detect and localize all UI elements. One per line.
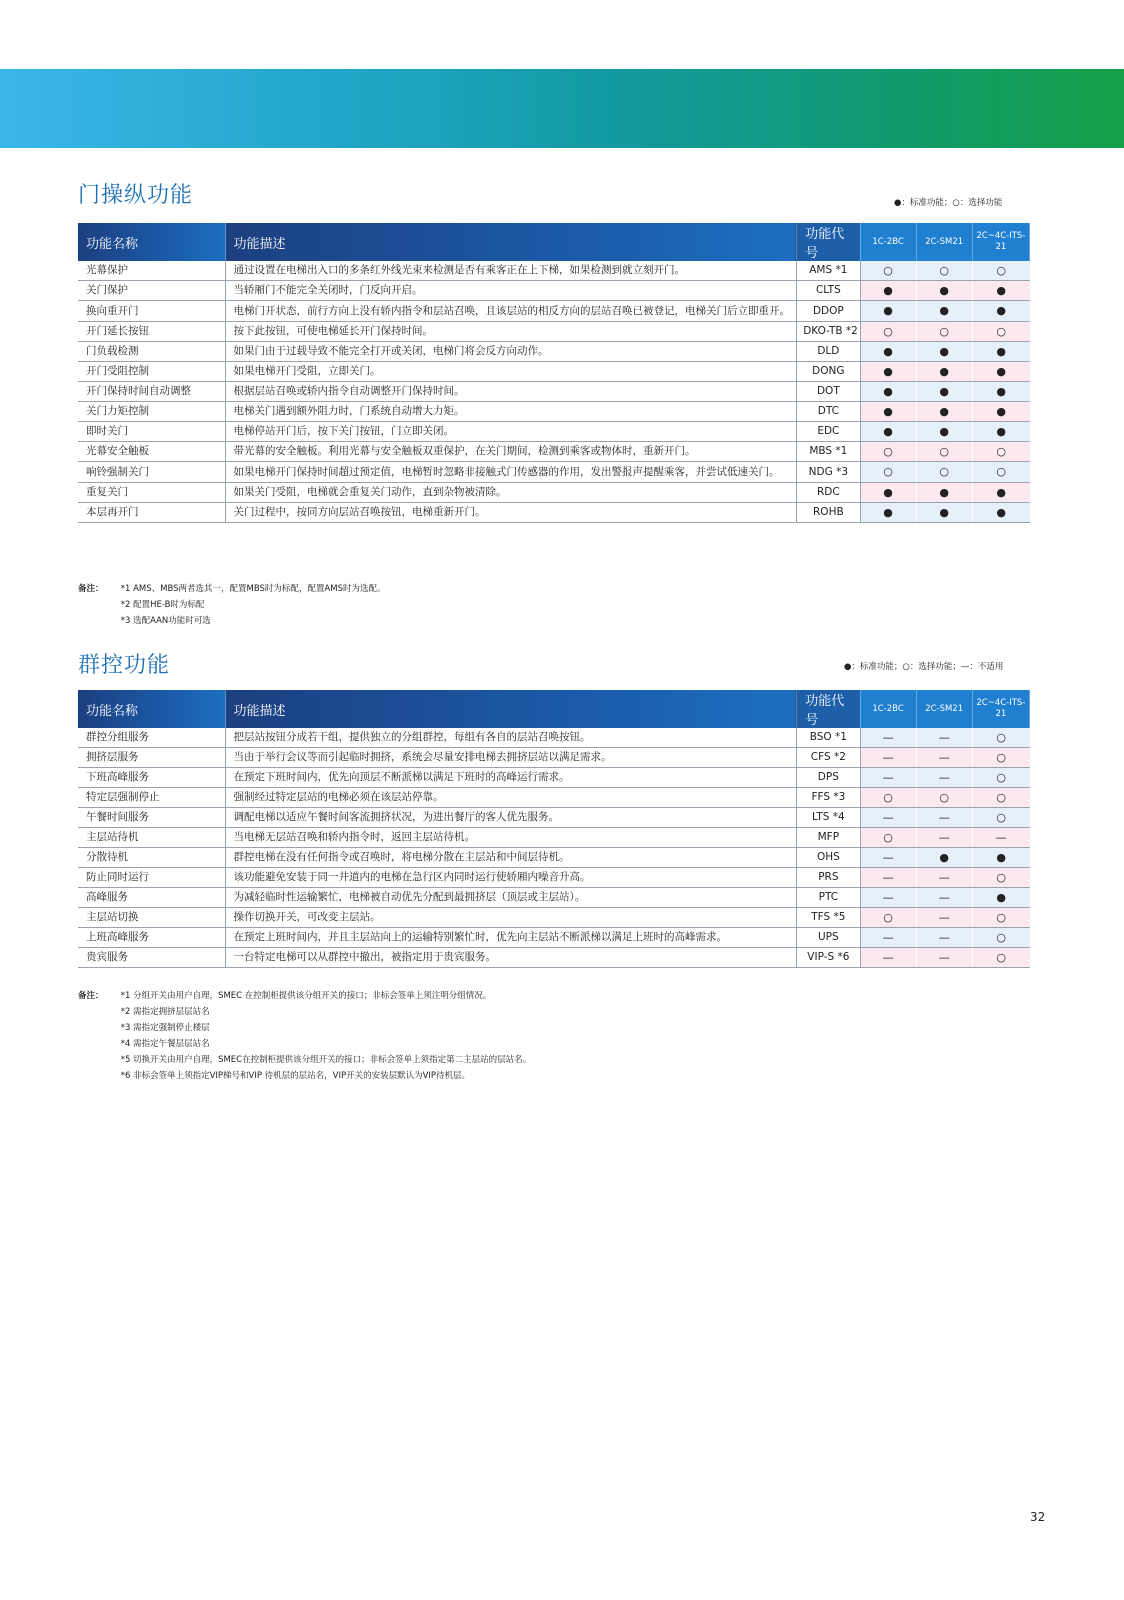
availability-its21: ● xyxy=(972,422,1029,442)
availability-1c2bc: ● xyxy=(860,483,916,503)
function-code: PRS xyxy=(797,868,860,888)
availability-2csm21: — xyxy=(916,888,972,908)
function-description: 电梯关门遇到额外阻力时，门系统自动增大力矩。 xyxy=(225,402,797,422)
header-desc: 功能描述 xyxy=(225,690,797,728)
table-row xyxy=(78,928,1030,948)
function-name: 主层站切换 xyxy=(78,908,225,928)
function-description: 强制经过特定层站的电梯必须在该层站停靠。 xyxy=(225,788,797,808)
function-name: 开门受阻控制 xyxy=(78,362,225,382)
note-item: *3 选配AAN功能时可选 xyxy=(120,616,211,626)
function-name: 换向重开门 xyxy=(78,301,225,322)
table-row xyxy=(78,868,1030,888)
table-row xyxy=(78,483,1030,503)
availability-2csm21: — xyxy=(916,728,972,748)
function-code: DOT xyxy=(797,382,860,402)
function-description: 操作切换开关，可改变主层站。 xyxy=(225,908,797,928)
function-name: 门负载检测 xyxy=(78,342,225,362)
availability-1c2bc: — xyxy=(860,868,916,888)
table-row xyxy=(78,382,1030,402)
function-name: 高峰服务 xyxy=(78,888,225,908)
function-description: 电梯停站开门后，按下关门按钮，门立即关闭。 xyxy=(225,422,797,442)
header-model-1c2bc: 1C-2BC xyxy=(860,223,916,261)
door-function-table xyxy=(78,223,1030,523)
availability-2csm21: — xyxy=(916,908,972,928)
table-row xyxy=(78,301,1030,322)
availability-its21: ○ xyxy=(972,261,1029,281)
availability-2csm21: ● xyxy=(916,301,972,322)
function-code: NDG *3 xyxy=(797,462,860,483)
availability-1c2bc: — xyxy=(860,928,916,948)
function-description: 带光幕的安全触板。利用光幕与安全触板双重保护，在关门期间，检测到乘客或物体时，重新开门。 xyxy=(225,442,797,462)
function-name: 贵宾服务 xyxy=(78,948,225,968)
function-description: 根据层站召唤或轿内指令自动调整开门保持时间。 xyxy=(225,382,797,402)
availability-1c2bc: ○ xyxy=(860,828,916,848)
availability-its21: ● xyxy=(972,402,1029,422)
availability-its21: ● xyxy=(972,281,1029,301)
function-code: FFS *3 xyxy=(797,788,860,808)
availability-2csm21: — xyxy=(916,828,972,848)
function-code: MFP xyxy=(797,828,860,848)
function-description: 群控电梯在没有任何指令或召唤时，将电梯分散在主层站和中间层待机。 xyxy=(225,848,797,868)
availability-1c2bc: ○ xyxy=(860,788,916,808)
function-description: 把层站按钮分成若干组，提供独立的分组群控，每组有各自的层站召唤按钮。 xyxy=(225,728,797,748)
function-description: 当轿厢门不能完全关闭时，门反向开启。 xyxy=(225,281,797,301)
function-name: 开门保持时间自动调整 xyxy=(78,382,225,402)
function-code: AMS *1 xyxy=(797,261,860,281)
availability-1c2bc: — xyxy=(860,768,916,788)
availability-its21: ○ xyxy=(972,768,1029,788)
function-description: 关门过程中，按同方向层站召唤按钮，电梯重新开门。 xyxy=(225,503,797,523)
function-code: DPS xyxy=(797,768,860,788)
function-name: 开门延长按钮 xyxy=(78,322,225,342)
table-row xyxy=(78,768,1030,788)
function-description: 如果关门受阻，电梯就会重复关门动作，直到杂物被清除。 xyxy=(225,483,797,503)
section-title-door: 门操纵功能 xyxy=(78,183,194,208)
availability-its21: ● xyxy=(972,362,1029,382)
availability-its21: ○ xyxy=(972,462,1029,483)
availability-1c2bc: ● xyxy=(860,422,916,442)
function-description: 在预定上班时间内，并且主层站向上的运输特别繁忙时，优先向主层站不断派梯以满足上班时的高峰需求。 xyxy=(225,928,797,948)
availability-its21: ● xyxy=(972,382,1029,402)
function-name: 上班高峰服务 xyxy=(78,928,225,948)
availability-1c2bc: ○ xyxy=(860,462,916,483)
function-description: 如果电梯开门受阻，立即关门。 xyxy=(225,362,797,382)
availability-2csm21: — xyxy=(916,948,972,968)
table-row xyxy=(78,342,1030,362)
note-item: *3 需指定强制停止楼层 xyxy=(120,1023,210,1033)
function-name: 响铃强制关门 xyxy=(78,462,225,483)
function-code: DKO-TB *2 xyxy=(797,322,860,342)
function-description: 为减轻临时性运输繁忙，电梯被自动优先分配到最拥挤层（顶层或主层站）。 xyxy=(225,888,797,908)
availability-1c2bc: ● xyxy=(860,281,916,301)
availability-its21: ● xyxy=(972,301,1029,322)
function-code: ROHB xyxy=(797,503,860,523)
availability-its21: ○ xyxy=(972,948,1029,968)
availability-its21: ○ xyxy=(972,808,1029,828)
availability-1c2bc: — xyxy=(860,888,916,908)
notes-label: 备注： xyxy=(78,584,104,594)
availability-1c2bc: ○ xyxy=(860,908,916,928)
function-code: TFS *5 xyxy=(797,908,860,928)
availability-its21: ○ xyxy=(972,868,1029,888)
availability-1c2bc: ○ xyxy=(860,261,916,281)
availability-2csm21: ● xyxy=(916,342,972,362)
availability-its21: ○ xyxy=(972,322,1029,342)
function-code: DTC xyxy=(797,402,860,422)
header-model-2csm21: 2C-SM21 xyxy=(916,690,972,728)
availability-2csm21: ○ xyxy=(916,322,972,342)
section-title-group: 群控功能 xyxy=(78,653,171,678)
availability-its21: ○ xyxy=(972,728,1029,748)
availability-2csm21: — xyxy=(916,928,972,948)
table-row xyxy=(78,281,1030,301)
function-name: 拥挤层服务 xyxy=(78,748,225,768)
function-name: 本层再开门 xyxy=(78,503,225,523)
availability-2csm21: ○ xyxy=(916,788,972,808)
page-number: 32 xyxy=(1030,1510,1046,1524)
function-name: 分散待机 xyxy=(78,848,225,868)
availability-its21: ○ xyxy=(972,442,1029,462)
availability-its21: ○ xyxy=(972,788,1029,808)
availability-2csm21: ● xyxy=(916,422,972,442)
function-description: 当由于举行会议等而引起临时拥挤，系统会尽量安排电梯去拥挤层站以满足需求。 xyxy=(225,748,797,768)
function-code: MBS *1 xyxy=(797,442,860,462)
note-item: *4 需指定午餐层层站名 xyxy=(120,1039,210,1049)
function-description: 通过设置在电梯出入口的多条红外线光束来检测是否有乘客正在上下梯，如果检测到就立刻开门。 xyxy=(225,261,797,281)
availability-its21: ● xyxy=(972,503,1029,523)
door-notes xyxy=(78,581,385,629)
availability-its21: ● xyxy=(972,888,1029,908)
table-row xyxy=(78,848,1030,868)
function-name: 关门力矩控制 xyxy=(78,402,225,422)
function-code: LTS *4 xyxy=(797,808,860,828)
function-name: 关门保护 xyxy=(78,281,225,301)
function-code: DLD xyxy=(797,342,860,362)
function-description: 调配电梯以适应午餐时间客流拥挤状况，为进出餐厅的客人优先服务。 xyxy=(225,808,797,828)
availability-1c2bc: ● xyxy=(860,382,916,402)
function-name: 光幕保护 xyxy=(78,261,225,281)
function-description: 电梯门开状态，前行方向上没有轿内指令和层站召唤，且该层站的相反方向的层站召唤已被登记，电梯关门后立即重开。 xyxy=(225,301,797,322)
function-description: 一台特定电梯可以从群控中撤出，被指定用于贵宾服务。 xyxy=(225,948,797,968)
header-model-its21: 2C~4C-ITS-21 xyxy=(972,690,1029,728)
header-code: 功能代号 xyxy=(797,690,860,728)
availability-2csm21: ● xyxy=(916,281,972,301)
availability-1c2bc: — xyxy=(860,728,916,748)
note-item: *2 需指定拥挤层层站名 xyxy=(120,1007,210,1017)
function-code: UPS xyxy=(797,928,860,948)
table-row xyxy=(78,462,1030,483)
availability-1c2bc: ● xyxy=(860,503,916,523)
function-name: 下班高峰服务 xyxy=(78,768,225,788)
function-name: 即时关门 xyxy=(78,422,225,442)
availability-2csm21: — xyxy=(916,748,972,768)
function-code: DONG xyxy=(797,362,860,382)
note-item: *1 分组开关由用户自理，SMEC 在控制柜提供该分组开关的接口；非标会签单上须注明分组情况。 xyxy=(120,991,492,1001)
table-row xyxy=(78,402,1030,422)
table-row xyxy=(78,948,1030,968)
availability-2csm21: ○ xyxy=(916,442,972,462)
table-row xyxy=(78,908,1030,928)
availability-its21: ● xyxy=(972,848,1029,868)
table-row xyxy=(78,808,1030,828)
group-table-body xyxy=(78,728,1030,968)
availability-1c2bc: ● xyxy=(860,362,916,382)
function-code: CFS *2 xyxy=(797,748,860,768)
availability-1c2bc: — xyxy=(860,948,916,968)
function-code: RDC xyxy=(797,483,860,503)
function-code: BSO *1 xyxy=(797,728,860,748)
function-description: 在预定下班时间内，优先向顶层不断派梯以满足下班时的高峰运行需求。 xyxy=(225,768,797,788)
table-row xyxy=(78,728,1030,748)
header-model-1c2bc: 1C-2BC xyxy=(860,690,916,728)
header-code: 功能代号 xyxy=(797,223,860,261)
legend-group: ●：标准功能；○：选择功能；—：不适用 xyxy=(844,662,1004,672)
availability-1c2bc: — xyxy=(860,848,916,868)
availability-2csm21: ○ xyxy=(916,462,972,483)
function-name: 午餐时间服务 xyxy=(78,808,225,828)
header-name: 功能名称 xyxy=(78,223,225,261)
availability-2csm21: ● xyxy=(916,402,972,422)
function-description: 当电梯无层站召唤和轿内指令时，返回主层站待机。 xyxy=(225,828,797,848)
function-description: 该功能避免安装于同一井道内的电梯在急行区内同时运行使轿厢内噪音升高。 xyxy=(225,868,797,888)
note-item: *6 非标会签单上须指定VIP梯号和VIP 待机层的层站名，VIP开关的安装层默认为VIP待机层。 xyxy=(120,1071,471,1081)
function-name: 光幕安全触板 xyxy=(78,442,225,462)
function-description: 如果门由于过载导致不能完全打开或关闭，电梯门将会反方向动作。 xyxy=(225,342,797,362)
group-notes-items xyxy=(121,988,531,1084)
function-code: OHS xyxy=(797,848,860,868)
table-row xyxy=(78,503,1030,523)
availability-1c2bc: — xyxy=(860,748,916,768)
function-name: 主层站待机 xyxy=(78,828,225,848)
availability-its21: ○ xyxy=(972,928,1029,948)
table-row xyxy=(78,442,1030,462)
function-code: VIP-S *6 xyxy=(797,948,860,968)
availability-2csm21: — xyxy=(916,868,972,888)
availability-1c2bc: ○ xyxy=(860,322,916,342)
table-row xyxy=(78,362,1030,382)
availability-2csm21: ● xyxy=(916,848,972,868)
group-notes xyxy=(78,988,531,1084)
header-model-its21: 2C~4C-ITS-21 xyxy=(972,223,1029,261)
group-function-table xyxy=(78,690,1030,968)
notes-label: 备注： xyxy=(78,991,104,1001)
availability-1c2bc: ● xyxy=(860,402,916,422)
availability-2csm21: — xyxy=(916,808,972,828)
availability-1c2bc: ○ xyxy=(860,442,916,462)
availability-2csm21: ○ xyxy=(916,261,972,281)
function-description: 按下此按钮，可使电梯延长开门保持时间。 xyxy=(225,322,797,342)
availability-2csm21: ● xyxy=(916,503,972,523)
availability-2csm21: — xyxy=(916,768,972,788)
function-name: 重复关门 xyxy=(78,483,225,503)
function-code: PTC xyxy=(797,888,860,908)
header-desc: 功能描述 xyxy=(225,223,797,261)
function-name: 特定层强制停止 xyxy=(78,788,225,808)
note-item: *5 切换开关由用户自理，SMEC在控制柜提供该分组开关的接口；非标会签单上须指定第二主层站的层站名。 xyxy=(120,1055,532,1065)
header-name: 功能名称 xyxy=(78,690,225,728)
availability-its21: ● xyxy=(972,342,1029,362)
function-name: 防止同时运行 xyxy=(78,868,225,888)
availability-its21: ● xyxy=(972,483,1029,503)
header-banner xyxy=(0,69,1124,148)
availability-2csm21: ● xyxy=(916,382,972,402)
table-row xyxy=(78,788,1030,808)
door-table-body xyxy=(78,261,1030,523)
table-row xyxy=(78,422,1030,442)
availability-2csm21: ● xyxy=(916,483,972,503)
table-row xyxy=(78,828,1030,848)
availability-its21: — xyxy=(972,828,1029,848)
availability-its21: ○ xyxy=(972,908,1029,928)
table-row xyxy=(78,322,1030,342)
availability-1c2bc: — xyxy=(860,808,916,828)
availability-2csm21: ● xyxy=(916,362,972,382)
table-row xyxy=(78,888,1030,908)
note-item: *2 配置HE-B时为标配 xyxy=(120,600,205,610)
availability-1c2bc: ● xyxy=(860,342,916,362)
note-item: *1 AMS、MBS两者选其一，配置MBS时为标配，配置AMS时为选配。 xyxy=(120,584,386,594)
legend-door: ●：标准功能；○：选择功能 xyxy=(894,198,1003,208)
availability-1c2bc: ● xyxy=(860,301,916,322)
function-code: DDOP xyxy=(797,301,860,322)
availability-its21: ○ xyxy=(972,748,1029,768)
header-model-2csm21: 2C-SM21 xyxy=(916,223,972,261)
table-row xyxy=(78,261,1030,281)
table-row xyxy=(78,748,1030,768)
function-code: CLTS xyxy=(797,281,860,301)
function-code: EDC xyxy=(797,422,860,442)
function-description: 如果电梯开门保持时间超过预定值，电梯暂时忽略非接触式门传感器的作用，发出警报声提醒乘客，并尝试低速关门。 xyxy=(225,462,797,483)
function-name: 群控分组服务 xyxy=(78,728,225,748)
door-notes-items xyxy=(121,581,386,629)
